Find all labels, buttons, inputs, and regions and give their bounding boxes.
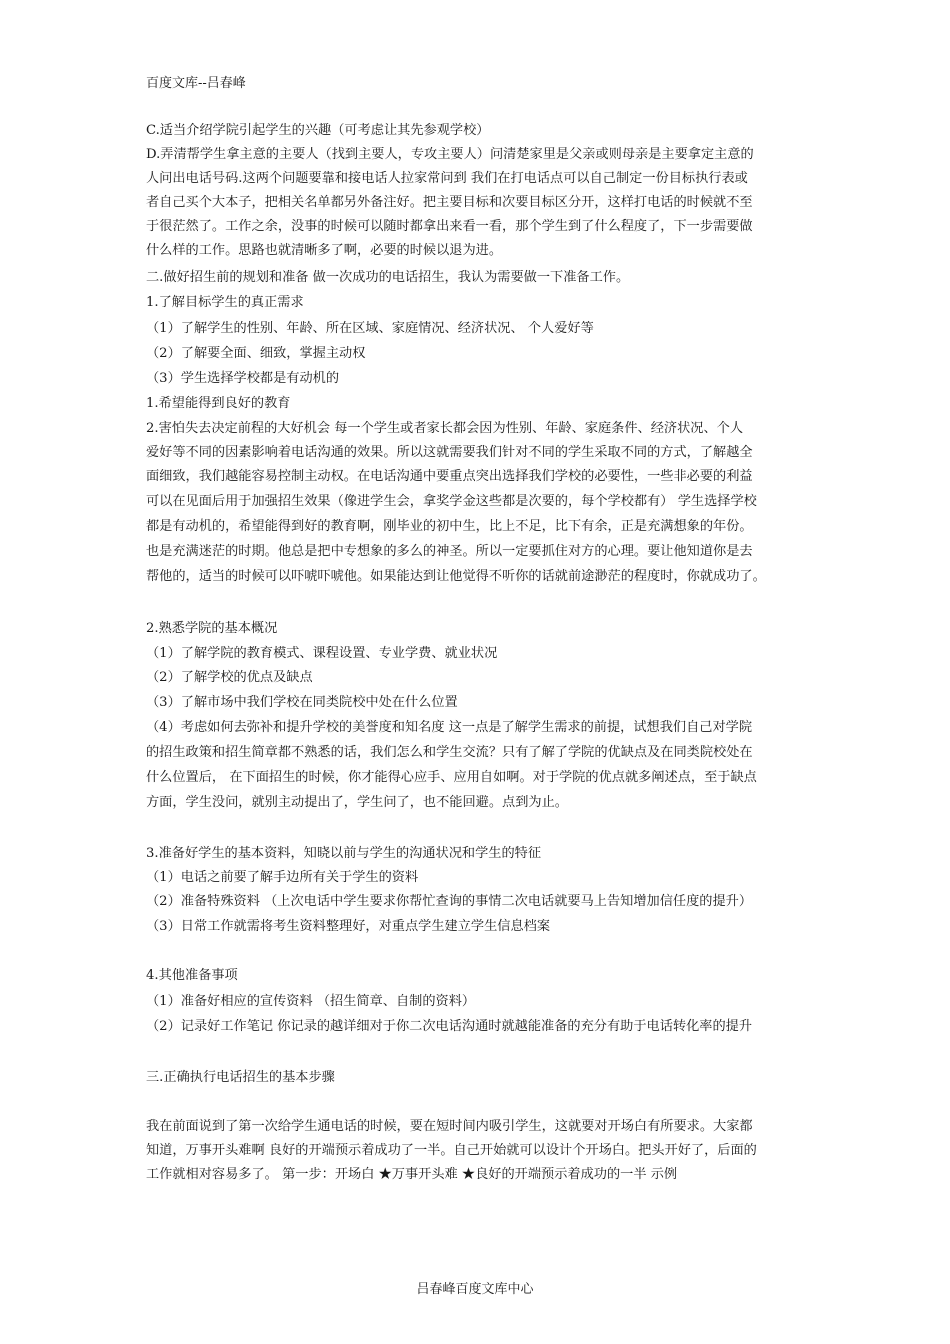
text-line: 也是充满迷茫的时期。他总是把中专想象的多么的神圣。所以一定要抓住对方的心理。要让他知道你是去 xyxy=(146,544,753,559)
text-line: 的招生政策和招生简章都不熟悉的话，我们怎么和学生交流？只有了解了学院的优缺点及在同类院校处在 xyxy=(146,745,753,760)
text-line: 爱好等不同的因素影响着电话沟通的效果。所以这就需要我们针对不同的学生采取不同的方式，了解越全 xyxy=(146,445,753,460)
text-line: D.弄清帮学生拿主意的主要人（找到主要人，专攻主要人）问清楚家里是父亲或则母亲是主要拿定主意的 xyxy=(146,147,754,162)
text-line: 什么位置后， 在下面招生的时候，你才能得心应手、应用自如啊。对于学院的优点就多阐述点，至于缺点 xyxy=(146,770,757,785)
text-line: （1）电话之前要了解手边所有关于学生的资料 xyxy=(146,870,419,885)
text-line: 1.了解目标学生的真正需求 xyxy=(146,295,304,310)
text-line: 都是有动机的，希望能得到好的教育啊，刚毕业的初中生，比上不足，比下有余，正是充满想象的年份。 xyxy=(146,519,753,534)
text-line: 者自己买个大本子，把相关名单都另外备注好。把主要目标和次要目标区分开，这样打电话的时候就不至 xyxy=(146,195,753,210)
text-line: 知道，万事开头难啊 良好的开端预示着成功了一半。自己开始就可以设计个开场白。把头开好了，后面的 xyxy=(146,1143,757,1158)
text-line: （2）记录好工作笔记 你记录的越详细对于你二次电话沟通时就越能准备的充分有助于电话转化率的提升 xyxy=(146,1019,753,1034)
text-line: 可以在见面后用于加强招生效果（像进学生会，拿奖学金这些都是次要的，每个学校都有） 学生选择学校 xyxy=(146,494,757,509)
text-line: （3）日常工作就需将考生资料整理好，对重点学生建立学生信息档案 xyxy=(146,919,551,934)
text-line: C.适当介绍学院引起学生的兴趣（可考虑让其先参观学校） xyxy=(146,123,490,138)
text-line: 面细致，我们越能容易控制主动权。在电话沟通中要重点突出选择我们学校的必要性，一些非必要的利益 xyxy=(146,469,753,484)
text-line: （2）准备特殊资料 （上次电话中学生要求你帮忙查询的事情二次电话就要马上告知增加信任度的提升） xyxy=(146,894,753,909)
text-line: 二.做好招生前的规划和准备 做一次成功的电话招生，我认为需要做一下准备工作。 xyxy=(146,270,630,285)
text-line: 三.正确执行电话招生的基本步骤 xyxy=(146,1070,335,1085)
text-line: 2.熟悉学院的基本概况 xyxy=(146,621,278,636)
text-line: （2）了解要全面、细致，掌握主动权 xyxy=(146,346,366,361)
text-line: 于很茫然了。工作之余，没事的时候可以随时都拿出来看一看，那个学生到了什么程度了，下一步需要做 xyxy=(146,219,753,234)
text-line: 2.害怕失去决定前程的大好机会 每一个学生或者家长都会因为性别、年龄、家庭条件、经济状况、个人 xyxy=(146,421,744,436)
text-line: 3.准备好学生的基本资料，知晓以前与学生的沟通状况和学生的特征 xyxy=(146,846,542,861)
text-line: （3）学生选择学校都是有动机的 xyxy=(146,371,340,386)
text-line: 人问出电话号码.这两个问题要靠和接电话人拉家常问到 我们在打电话点可以自己制定一份目标执行表或 xyxy=(146,171,748,186)
text-line: 方面，学生没问，就别主动提出了，学生问了，也不能回避。点到为止。 xyxy=(146,795,568,810)
text-line: （1）了解学生的性别、年龄、所在区域、家庭情况、经济状况、 个人爱好等 xyxy=(146,321,594,336)
text-line: 工作就相对容易多了。 第一步：开场白 ★万事开头难 ★良好的开端预示着成功的一半 示例 xyxy=(146,1167,678,1182)
text-line: （4）考虑如何去弥补和提升学校的美誉度和知名度 这一点是了解学生需求的前提，试想我们自己对学院 xyxy=(146,720,753,735)
text-line: （1）了解学院的教育模式、课程设置、专业学费、就业状况 xyxy=(146,646,498,661)
page-header: 百度文库--吕春峰 xyxy=(146,76,246,91)
page-footer: 吕春峰百度文库中心 xyxy=(416,1282,534,1297)
text-line: （3）了解市场中我们学校在同类院校中处在什么位置 xyxy=(146,695,458,710)
text-line: （1）准备好相应的宣传资料 （招生简章、自制的资料） xyxy=(146,994,476,1009)
text-line: 什么样的工作。思路也就清晰多了啊，必要的时候以退为进。 xyxy=(146,243,503,258)
text-line: （2）了解学校的优点及缺点 xyxy=(146,670,313,685)
text-line: 4.其他准备事项 xyxy=(146,968,238,983)
text-line: 我在前面说到了第一次给学生通电话的时候，要在短时间内吸引学生，这就要对开场白有所要求。大家都 xyxy=(146,1119,753,1134)
text-line: 1.希望能得到良好的教育 xyxy=(146,396,291,411)
text-line: 帮他的，适当的时候可以吓唬吓唬他。如果能达到让他觉得不听你的话就前途渺茫的程度时，你就成功了。 xyxy=(146,569,766,584)
